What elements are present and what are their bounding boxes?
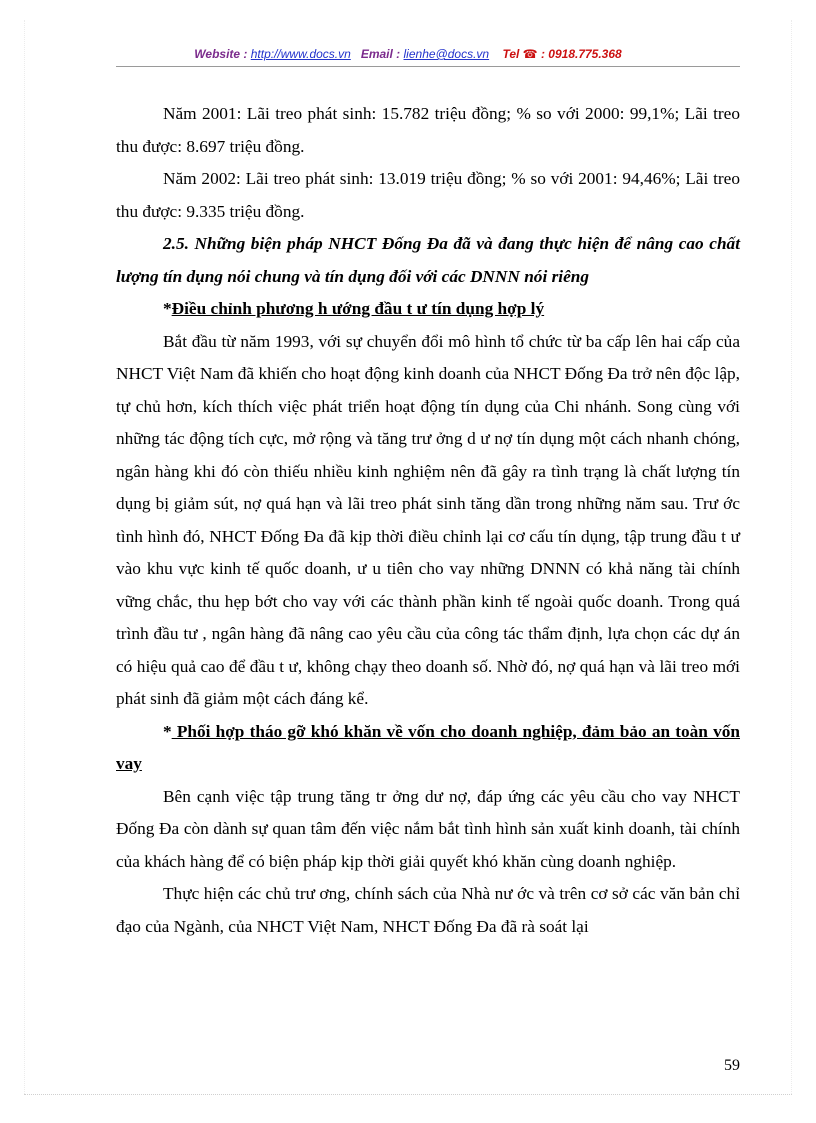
page-header xyxy=(0,47,816,61)
paragraph-since-1993: Bắt đầu từ năm 1993, với sự chuyển đổi mô hình tổ chức từ ba cấp lên hai cấp của NHCT Việt Nam đã khiến cho hoạt động kinh doanh của NHCT Đống Đa trở nên độc lập, tự chủ hơn, kích thích việc phát triển hoạt động tín dụng của Chi nhánh. Song cùng với những tác động tích cực, mở rộng và tăng trư ởng d ư nợ tín dụng một cách nhanh chóng, ngân hàng khi đó còn thiếu nhiều kinh nghiệm nên đã gây ra tình trạng là chất lượng tín dụng bị giảm sút, nợ quá hạn và lãi treo phát sinh tăng dần trong những năm sau. Trư ớc tình hình đó, NHCT Đống Đa đã kịp thời điều chỉnh lại cơ cấu tín dụng, tập trung đầu t ư vào khu vực kinh tế quốc doanh, ư u tiên cho vay những DNNN có khả năng tài chính vững chắc, thu hẹp bớt cho vay với các thành phần kinh tế ngoài quốc doanh. Trong quá trình đầu tư , ngân hàng đã nâng cao yêu cầu của công tác thẩm định, lựa chọn các dự án có hiệu quả cao để đầu t ư, không chạy theo doanh số. Nhờ đó, nợ quá hạn và lãi treo mới phát sinh đã giảm một cách đáng kể. xyxy=(116,331,740,708)
page-border-left xyxy=(24,20,25,1094)
paragraph-implementation: Thực hiện các chủ trư ơng, chính sách của Nhà nư ớc và trên cơ sở các văn bản chỉ đạo của Ngành, của NHCT Việt Nam, NHCT Đống Đa đã rà soát lại xyxy=(116,884,740,936)
page-number: 59 xyxy=(724,1057,740,1074)
subheading-text: Phối hợp tháo gỡ khó khăn về vốn cho doanh nghiệp, đảm bảo an toàn vốn vay xyxy=(116,721,740,773)
bullet-star: * xyxy=(163,721,172,741)
tel-label: Tel ☎ : xyxy=(502,47,545,61)
paragraph-2002: Năm 2002: Lãi treo phát sinh: 13.019 triệu đồng; % so với 2001: 94,46%; Lãi treo thu được: 9.335 triệu đồng. xyxy=(116,169,740,221)
website-link[interactable]: http://www.docs.vn xyxy=(250,47,351,61)
email-link[interactable]: lienhe@docs.vn xyxy=(403,47,490,61)
website-label: Website : xyxy=(194,47,248,61)
email-label: Email : xyxy=(360,47,401,61)
subheading-adjust-direction xyxy=(116,293,740,326)
header-divider xyxy=(116,66,740,67)
paragraph-2001: Năm 2001: Lãi treo phát sinh: 15.782 triệu đồng; % so với 2000: 99,1%; Lãi treo thu được: 8.697 triệu đồng. xyxy=(116,104,740,156)
page-border-right xyxy=(791,20,792,1094)
page-border-bottom xyxy=(24,1094,792,1095)
tel-value: 0918.775.368 xyxy=(548,47,622,61)
subheading-text: Điều chỉnh phương h ướng đầu t ư tín dụng hợp lý xyxy=(171,299,545,318)
paragraph-besides: Bên cạnh việc tập trung tăng tr ởng dư nợ, đáp ứng các yêu cầu cho vay NHCT Đống Đa còn dành sự quan tâm đến việc nắm bắt tình hình sản xuất kinh doanh, tài chính của khách hàng để có biện pháp kịp thời giải quyết khó khăn cùng doanh nghiệp. xyxy=(116,786,740,871)
subheading-capital-support xyxy=(116,716,740,781)
bullet-star: * xyxy=(163,299,172,318)
section-heading: 2.5. Những biện pháp NHCT Đống Đa đã và đang thực hiện để nâng cao chất lượng tín dụng nói chung và tín dụng đối với các DNNN nói riêng xyxy=(116,234,740,286)
document-body xyxy=(116,98,740,943)
